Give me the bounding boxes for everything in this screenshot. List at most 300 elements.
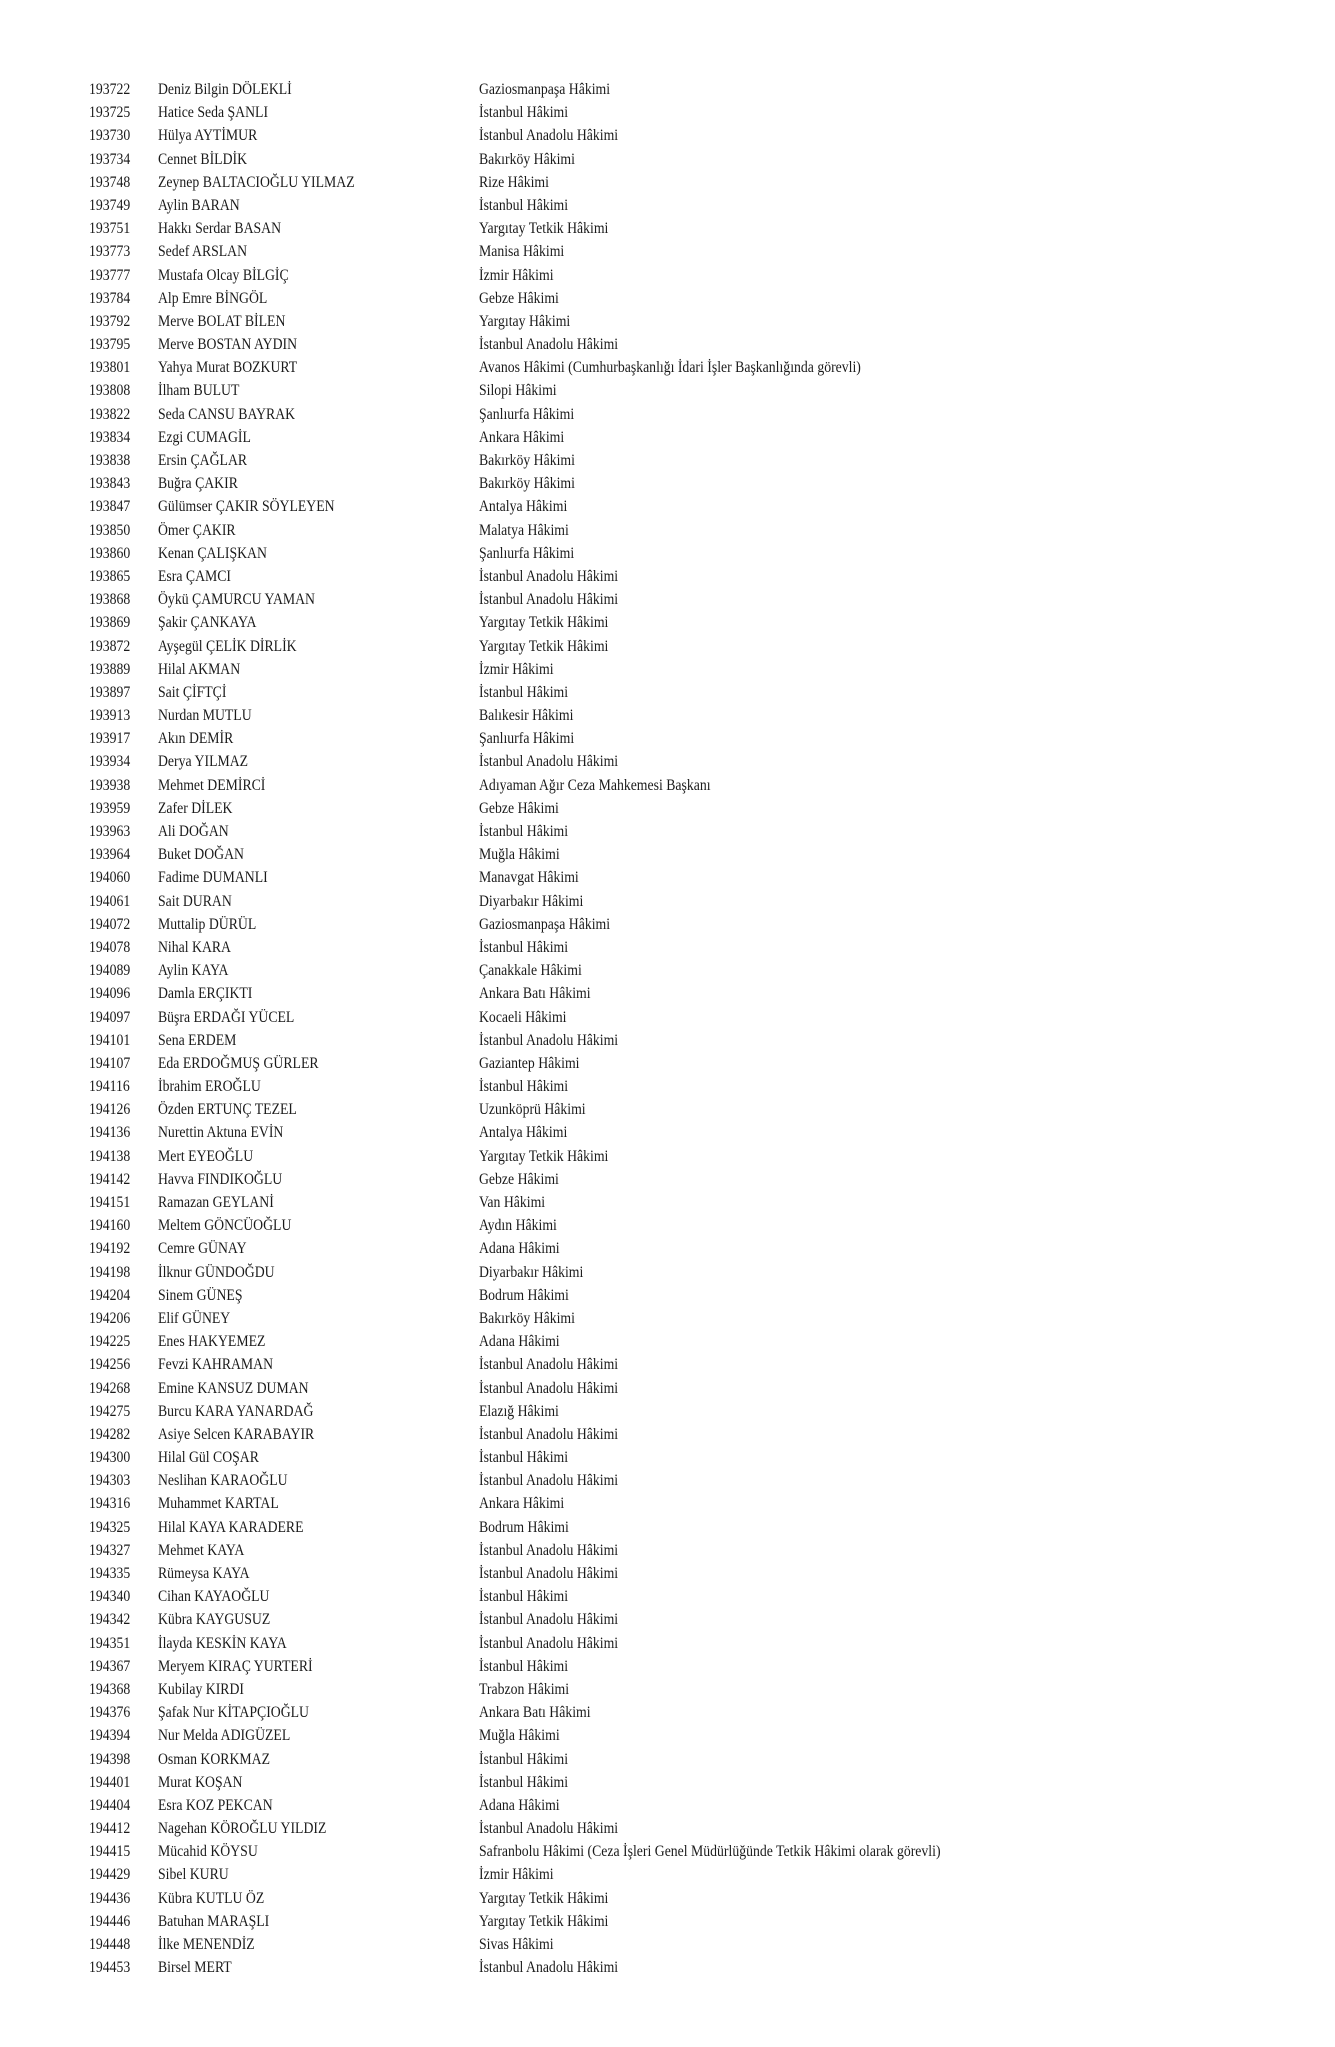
registry-number: 194351	[89, 1634, 131, 1652]
registry-number: 194160	[89, 1217, 131, 1235]
registry-number: 193843	[89, 475, 131, 493]
assignment: İstanbul Anadolu Hâkimi	[479, 753, 619, 771]
assignment: Şanlıurfa Hâkimi	[479, 405, 575, 423]
registry-number: 193792	[89, 312, 131, 330]
assignment: Van Hâkimi	[479, 1194, 546, 1211]
judge-name: Hilal Gül COŞAR	[158, 1449, 259, 1467]
judge-name: Buket DOĞAN	[158, 846, 244, 864]
judge-name: Zeynep BALTACIOĞLU YILMAZ	[158, 173, 355, 191]
list-item	[0, 1492, 1335, 1515]
assignment: Bakırköy Hâkimi	[479, 475, 575, 493]
judge-name: Mert EYEOĞLU	[158, 1147, 254, 1165]
registry-number: 193872	[89, 637, 131, 655]
assignment: İstanbul Anadolu Hâkimi	[479, 336, 619, 354]
judge-appointment-list	[0, 78, 1335, 1979]
registry-number: 193734	[89, 150, 131, 168]
registry-number: 194192	[89, 1240, 131, 1258]
list-item	[0, 820, 1335, 843]
registry-number: 194204	[89, 1286, 131, 1304]
list-item	[0, 1539, 1335, 1562]
registry-number: 193751	[89, 220, 131, 238]
assignment: İstanbul Hâkimi	[479, 823, 569, 840]
registry-number: 194060	[89, 869, 131, 887]
registry-number: 194316	[89, 1495, 131, 1513]
judge-name: Nur Melda ADIGÜZEL	[158, 1727, 291, 1745]
list-item	[0, 611, 1335, 634]
judge-name: Sena ERDEM	[158, 1031, 237, 1049]
registry-number: 194342	[89, 1611, 131, 1629]
assignment: İstanbul Anadolu Hâkimi	[479, 127, 619, 145]
registry-number: 194078	[89, 938, 131, 956]
judge-name: Akın DEMİR	[158, 730, 234, 748]
assignment: İstanbul Anadolu Hâkimi	[479, 1820, 619, 1838]
list-item	[0, 519, 1335, 542]
registry-number: 193868	[89, 591, 131, 609]
judge-name: İbrahim EROĞLU	[158, 1078, 261, 1096]
judge-name: Gülümser ÇAKIR SÖYLEYEN	[158, 498, 335, 516]
judge-name: Aylin BARAN	[158, 196, 240, 214]
registry-number: 194367	[89, 1657, 131, 1675]
list-item	[0, 1330, 1335, 1353]
list-item	[0, 194, 1335, 217]
registry-number: 194116	[89, 1078, 130, 1096]
assignment: İzmir Hâkimi	[479, 660, 554, 678]
assignment: İstanbul Hâkimi	[479, 1078, 569, 1096]
list-item	[0, 310, 1335, 333]
registry-number: 194429	[89, 1866, 131, 1884]
list-item	[0, 959, 1335, 982]
list-item	[0, 472, 1335, 495]
registry-number: 194096	[89, 985, 131, 1003]
assignment: Ankara Batı Hâkimi	[479, 1704, 591, 1722]
registry-number: 194282	[89, 1425, 131, 1443]
judge-name: Cemre GÜNAY	[158, 1240, 247, 1258]
list-item	[0, 1145, 1335, 1168]
judge-name: Cihan KAYAOĞLU	[158, 1588, 270, 1606]
registry-number: 194404	[89, 1796, 131, 1814]
registry-number: 194325	[89, 1518, 131, 1536]
registry-number: 194101	[89, 1031, 131, 1049]
judge-name: Osman KORKMAZ	[158, 1750, 270, 1768]
registry-number: 193725	[89, 104, 131, 122]
list-item	[0, 843, 1335, 866]
assignment: İstanbul Hâkimi	[479, 1449, 569, 1467]
registry-number: 194300	[89, 1449, 131, 1467]
registry-number: 193897	[89, 683, 131, 701]
list-item	[0, 1608, 1335, 1631]
assignment: Bakırköy Hâkimi	[479, 150, 575, 168]
assignment: Gebze Hâkimi	[479, 1170, 559, 1188]
registry-number: 194061	[89, 892, 131, 910]
assignment: İstanbul Hâkimi	[479, 1657, 569, 1675]
registry-number: 193959	[89, 799, 131, 817]
list-item	[0, 449, 1335, 472]
assignment: Gebze Hâkimi	[479, 289, 559, 307]
assignment: Antalya Hâkimi	[479, 1124, 568, 1142]
assignment: Gaziosmanpaşa Hâkimi	[479, 81, 611, 98]
list-item	[0, 588, 1335, 611]
assignment: Manisa Hâkimi	[479, 243, 565, 261]
judge-name: Neslihan KARAOĞLU	[158, 1472, 288, 1490]
assignment: Ankara Hâkimi	[479, 428, 565, 446]
assignment: Malatya Hâkimi	[479, 521, 569, 539]
assignment: İstanbul Hâkimi	[479, 683, 569, 701]
registry-number: 194072	[89, 915, 131, 933]
judge-name: Esra ÇAMCI	[158, 567, 232, 585]
list-item	[0, 913, 1335, 936]
assignment: Kocaeli Hâkimi	[479, 1008, 567, 1026]
list-item	[0, 727, 1335, 750]
assignment: Adana Hâkimi	[479, 1240, 560, 1258]
registry-number: 193784	[89, 289, 131, 307]
list-item	[0, 287, 1335, 310]
judge-name: Merve BOLAT BİLEN	[158, 312, 286, 330]
list-item	[0, 1469, 1335, 1492]
registry-number: 194138	[89, 1147, 131, 1165]
judge-name: Şafak Nur KİTAPÇIOĞLU	[158, 1704, 309, 1722]
assignment: İzmir Hâkimi	[479, 1866, 554, 1884]
assignment: Elazığ Hâkimi	[479, 1402, 559, 1420]
registry-number: 194089	[89, 962, 131, 980]
registry-number: 193777	[89, 266, 131, 284]
registry-number: 193748	[89, 173, 131, 191]
judge-name: Mücahid KÖYSU	[158, 1843, 258, 1861]
list-item	[0, 1562, 1335, 1585]
registry-number: 193938	[89, 776, 131, 794]
registry-number: 194376	[89, 1704, 131, 1722]
judge-name: Nurettin Aktuna EVİN	[158, 1124, 284, 1142]
registry-number: 193865	[89, 567, 131, 585]
assignment: İstanbul Hâkimi	[479, 1588, 569, 1606]
registry-number: 193913	[89, 707, 131, 725]
registry-number: 194107	[89, 1054, 131, 1072]
judge-name: Merve BOSTAN AYDIN	[158, 336, 298, 354]
judge-name: Ramazan GEYLANİ	[158, 1194, 274, 1211]
registry-number: 194225	[89, 1333, 131, 1351]
list-item	[0, 1029, 1335, 1052]
registry-number: 194136	[89, 1124, 131, 1142]
assignment: İstanbul Hâkimi	[479, 1773, 569, 1791]
list-item	[0, 1724, 1335, 1747]
registry-number: 194335	[89, 1565, 131, 1582]
assignment: İzmir Hâkimi	[479, 266, 554, 284]
list-item	[0, 982, 1335, 1005]
judge-name: Derya YILMAZ	[158, 753, 249, 771]
registry-number: 193934	[89, 753, 131, 771]
registry-number: 193964	[89, 846, 131, 864]
judge-name: Ezgi CUMAGİL	[158, 428, 251, 446]
assignment: Ankara Hâkimi	[479, 1495, 565, 1513]
judge-name: Seda CANSU BAYRAK	[158, 405, 296, 423]
assignment: Muğla Hâkimi	[479, 1727, 560, 1745]
registry-number: 194368	[89, 1680, 131, 1698]
list-item	[0, 78, 1335, 101]
registry-number: 194453	[89, 1959, 131, 1977]
judge-name: Sedef ARSLAN	[158, 243, 248, 261]
assignment: İstanbul Anadolu Hâkimi	[479, 1565, 619, 1582]
judge-name: Hilal KAYA KARADERE	[158, 1518, 304, 1536]
list-item	[0, 1353, 1335, 1376]
judge-name: Kubilay KIRDI	[158, 1680, 244, 1698]
assignment: Bakırköy Hâkimi	[479, 452, 575, 469]
judge-name: İlham BULUT	[158, 382, 240, 400]
judge-name: Yahya Murat BOZKURT	[158, 359, 298, 377]
list-item	[0, 1701, 1335, 1724]
list-item	[0, 1863, 1335, 1886]
judge-name: Deniz Bilgin DÖLEKLİ	[158, 81, 292, 98]
registry-number: 193730	[89, 127, 131, 145]
judge-name: İlayda KESKİN KAYA	[158, 1634, 287, 1652]
judge-name: Alp Emre BİNGÖL	[158, 289, 268, 307]
list-item	[0, 774, 1335, 797]
judge-name: Mehmet DEMİRCİ	[158, 776, 266, 794]
judge-name: Elif GÜNEY	[158, 1309, 231, 1327]
assignment: Antalya Hâkimi	[479, 498, 568, 516]
judge-name: Aylin KAYA	[158, 962, 229, 980]
list-item	[0, 866, 1335, 889]
list-item	[0, 495, 1335, 518]
list-item	[0, 1956, 1335, 1979]
list-item	[0, 1052, 1335, 1075]
judge-name: Kenan ÇALIŞKAN	[158, 544, 267, 562]
assignment: Yargıtay Tetkik Hâkimi	[479, 1147, 609, 1165]
assignment: İstanbul Hâkimi	[479, 1750, 569, 1768]
list-item	[0, 936, 1335, 959]
judge-name: Havva FINDIKOĞLU	[158, 1170, 283, 1188]
assignment: İstanbul Anadolu Hâkimi	[479, 1634, 619, 1652]
assignment: Diyarbakır Hâkimi	[479, 1263, 584, 1281]
registry-number: 194142	[89, 1170, 131, 1188]
list-item	[0, 750, 1335, 773]
list-item	[0, 356, 1335, 379]
list-item	[0, 1237, 1335, 1260]
assignment: İstanbul Hâkimi	[479, 104, 569, 122]
judge-name: Sibel KURU	[158, 1866, 229, 1884]
assignment: Adana Hâkimi	[479, 1796, 560, 1814]
list-item	[0, 264, 1335, 287]
judge-name: Enes HAKYEMEZ	[158, 1333, 266, 1351]
judge-name: Ali DOĞAN	[158, 823, 229, 840]
registry-number: 194398	[89, 1750, 131, 1768]
registry-number: 193801	[89, 359, 131, 377]
registry-number: 194275	[89, 1402, 131, 1420]
list-item	[0, 1771, 1335, 1794]
assignment: Ankara Batı Hâkimi	[479, 985, 591, 1003]
registry-number: 194415	[89, 1843, 131, 1861]
list-item	[0, 148, 1335, 171]
assignment: Bakırköy Hâkimi	[479, 1309, 575, 1327]
registry-number: 194151	[89, 1194, 131, 1211]
assignment: Bodrum Hâkimi	[479, 1286, 569, 1304]
registry-number: 194327	[89, 1541, 131, 1559]
list-item	[0, 1400, 1335, 1423]
list-item	[0, 1214, 1335, 1237]
list-item	[0, 1446, 1335, 1469]
assignment: Manavgat Hâkimi	[479, 869, 579, 887]
judge-name: Sait DURAN	[158, 892, 232, 910]
assignment: Gebze Hâkimi	[479, 799, 559, 817]
assignment: Şanlıurfa Hâkimi	[479, 730, 575, 748]
list-item	[0, 1284, 1335, 1307]
list-item	[0, 1632, 1335, 1655]
judge-name: Hülya AYTİMUR	[158, 127, 258, 145]
registry-number: 193722	[89, 81, 131, 98]
list-item	[0, 1887, 1335, 1910]
judge-name: Meryem KIRAÇ YURTERİ	[158, 1657, 313, 1675]
list-item	[0, 1794, 1335, 1817]
assignment: Silopi Hâkimi	[479, 382, 557, 400]
judge-name: Hatice Seda ŞANLI	[158, 104, 269, 122]
list-item	[0, 101, 1335, 124]
registry-number: 194340	[89, 1588, 131, 1606]
list-item	[0, 171, 1335, 194]
judge-name: Damla ERÇIKTI	[158, 985, 253, 1003]
registry-number: 194394	[89, 1727, 131, 1745]
judge-name: Esra KOZ PEKCAN	[158, 1796, 273, 1814]
registry-number: 193795	[89, 336, 131, 354]
judge-name: Murat KOŞAN	[158, 1773, 243, 1791]
list-item	[0, 1307, 1335, 1330]
list-item	[0, 890, 1335, 913]
assignment: Trabzon Hâkimi	[479, 1680, 570, 1698]
registry-number: 194401	[89, 1773, 131, 1791]
judge-name: Sait ÇİFTÇİ	[158, 683, 227, 701]
assignment: Şanlıurfa Hâkimi	[479, 544, 575, 562]
registry-number: 193850	[89, 521, 131, 539]
registry-number: 193847	[89, 498, 131, 516]
registry-number: 194268	[89, 1379, 131, 1397]
judge-name: Nagehan KÖROĞLU YILDIZ	[158, 1820, 327, 1838]
assignment: Sivas Hâkimi	[479, 1936, 554, 1953]
judge-name: Mustafa Olcay BİLGİÇ	[158, 266, 289, 284]
assignment: Uzunköprü Hâkimi	[479, 1101, 586, 1119]
assignment: İstanbul Anadolu Hâkimi	[479, 1472, 619, 1490]
registry-number: 193889	[89, 660, 131, 678]
registry-number: 194436	[89, 1889, 131, 1907]
judge-name: Cennet BİLDİK	[158, 150, 248, 168]
assignment: Balıkesir Hâkimi	[479, 707, 574, 725]
registry-number: 193963	[89, 823, 131, 840]
list-item	[0, 1191, 1335, 1214]
judge-name: Meltem GÖNCÜOĞLU	[158, 1217, 292, 1235]
registry-number: 194126	[89, 1101, 131, 1119]
list-item	[0, 1585, 1335, 1608]
list-item	[0, 379, 1335, 402]
judge-name: Ömer ÇAKIR	[158, 521, 236, 539]
judge-name: İlknur GÜNDOĞDU	[158, 1263, 275, 1281]
judge-name: Fadime DUMANLI	[158, 869, 268, 887]
assignment: İstanbul Anadolu Hâkimi	[479, 1031, 619, 1049]
list-item	[0, 1261, 1335, 1284]
list-item	[0, 403, 1335, 426]
list-item	[0, 704, 1335, 727]
assignment: Muğla Hâkimi	[479, 846, 560, 864]
registry-number: 194446	[89, 1912, 131, 1930]
list-item	[0, 1006, 1335, 1029]
list-item	[0, 1377, 1335, 1400]
list-item	[0, 1075, 1335, 1098]
list-item	[0, 635, 1335, 658]
list-item	[0, 1516, 1335, 1539]
assignment: Bodrum Hâkimi	[479, 1518, 569, 1536]
list-item	[0, 658, 1335, 681]
registry-number: 194097	[89, 1008, 131, 1026]
assignment: İstanbul Hâkimi	[479, 196, 569, 214]
assignment: Adıyaman Ağır Ceza Mahkemesi Başkanı	[479, 776, 711, 794]
judge-name: İlke MENENDİZ	[158, 1936, 255, 1953]
registry-number: 194206	[89, 1309, 131, 1327]
list-item	[0, 542, 1335, 565]
registry-number: 194198	[89, 1263, 131, 1281]
list-item	[0, 1678, 1335, 1701]
judge-name: Kübra KAYGUSUZ	[158, 1611, 271, 1629]
assignment: Yargıtay Tetkik Hâkimi	[479, 220, 609, 238]
judge-name: Emine KANSUZ DUMAN	[158, 1379, 309, 1397]
judge-name: Öykü ÇAMURCU YAMAN	[158, 591, 315, 609]
registry-number: 193860	[89, 544, 131, 562]
list-item	[0, 124, 1335, 147]
judge-name: Hilal AKMAN	[158, 660, 241, 678]
list-item	[0, 1910, 1335, 1933]
registry-number: 194256	[89, 1356, 131, 1374]
judge-name: Hakkı Serdar BASAN	[158, 220, 282, 238]
list-item	[0, 565, 1335, 588]
judge-name: Muttalip DÜRÜL	[158, 915, 257, 933]
assignment: Gaziantep Hâkimi	[479, 1054, 580, 1072]
list-item	[0, 797, 1335, 820]
judge-name: Rümeysa KAYA	[158, 1565, 250, 1582]
list-item	[0, 1655, 1335, 1678]
assignment: Yargıtay Tetkik Hâkimi	[479, 1889, 609, 1907]
judge-name: Nihal KARA	[158, 938, 232, 956]
registry-number: 193808	[89, 382, 131, 400]
judge-name: Nurdan MUTLU	[158, 707, 252, 725]
list-item	[0, 1748, 1335, 1771]
assignment: İstanbul Anadolu Hâkimi	[479, 1541, 619, 1559]
list-item	[0, 240, 1335, 263]
judge-name: Muhammet KARTAL	[158, 1495, 279, 1513]
assignment: Yargıtay Tetkik Hâkimi	[479, 614, 609, 632]
list-item	[0, 1840, 1335, 1863]
judge-name: Büşra ERDAĞI YÜCEL	[158, 1008, 295, 1026]
registry-number: 194303	[89, 1472, 131, 1490]
assignment: Gaziosmanpaşa Hâkimi	[479, 915, 611, 933]
judge-name: Şakir ÇANKAYA	[158, 614, 257, 632]
assignment: Avanos Hâkimi (Cumhurbaşkanlığı İdari İşler Başkanlığında görevli)	[479, 359, 861, 377]
assignment: İstanbul Hâkimi	[479, 938, 569, 956]
judge-name: Kübra KUTLU ÖZ	[158, 1889, 265, 1907]
judge-name: Mehmet KAYA	[158, 1541, 245, 1559]
registry-number: 194448	[89, 1936, 131, 1953]
registry-number: 193822	[89, 405, 131, 423]
judge-name: Özden ERTUNÇ TEZEL	[158, 1101, 297, 1119]
list-item	[0, 1817, 1335, 1840]
list-item	[0, 1168, 1335, 1191]
assignment: İstanbul Anadolu Hâkimi	[479, 1356, 619, 1374]
registry-number: 193749	[89, 196, 131, 214]
assignment: İstanbul Anadolu Hâkimi	[479, 1379, 619, 1397]
list-item	[0, 1098, 1335, 1121]
assignment: Rize Hâkimi	[479, 173, 549, 191]
judge-name: Batuhan MARAŞLI	[158, 1912, 270, 1930]
list-item	[0, 217, 1335, 240]
registry-number: 193917	[89, 730, 131, 748]
assignment: Çanakkale Hâkimi	[479, 962, 582, 980]
assignment: Yargıtay Tetkik Hâkimi	[479, 637, 609, 655]
assignment: Yargıtay Hâkimi	[479, 312, 571, 330]
assignment: Aydın Hâkimi	[479, 1217, 557, 1235]
list-item	[0, 1423, 1335, 1446]
